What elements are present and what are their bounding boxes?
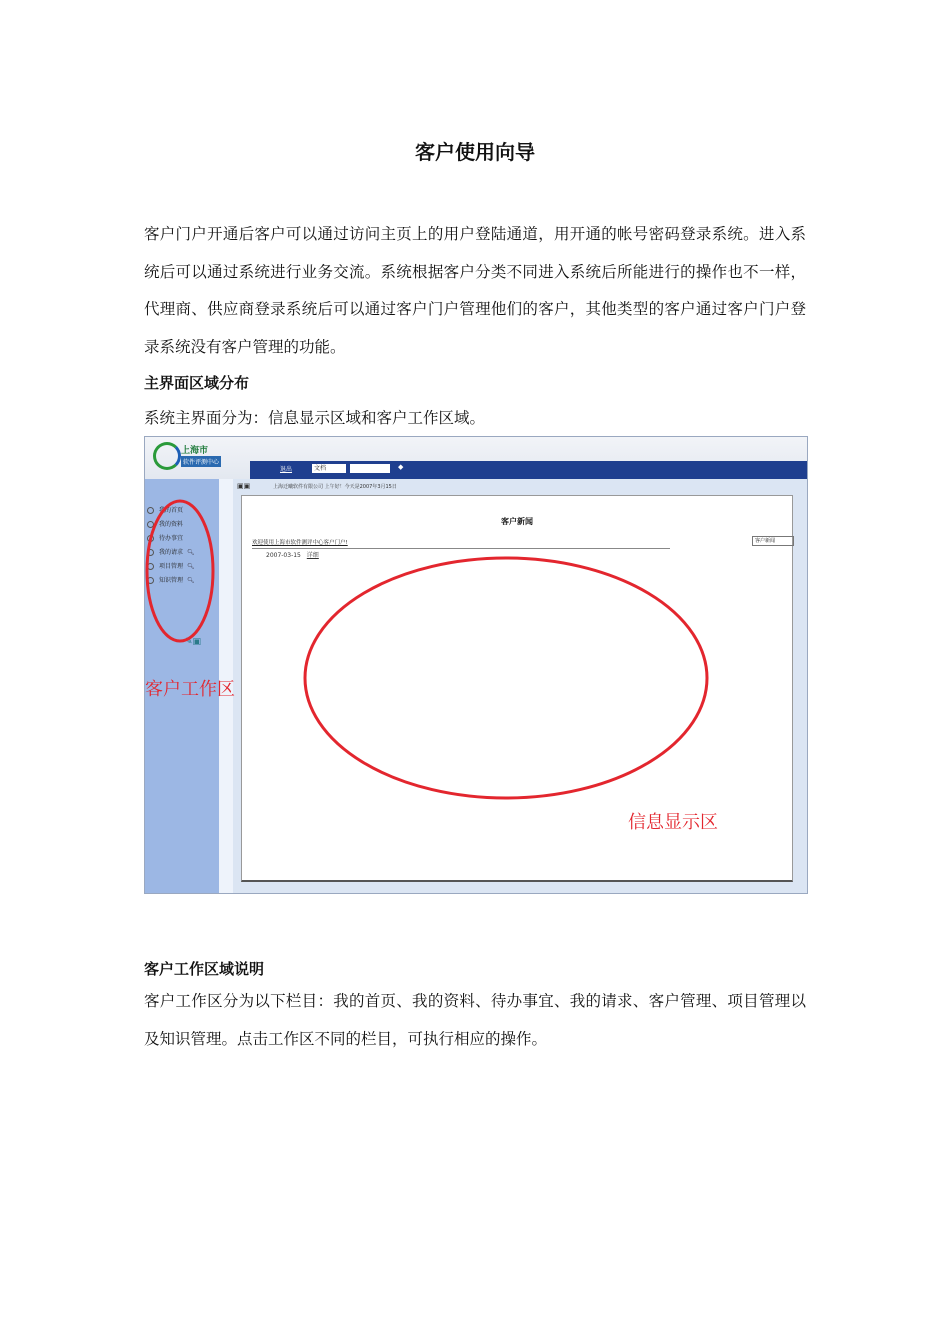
sidebar-item-label: 我的资料: [159, 521, 184, 528]
news-item-link[interactable]: 欢迎使用上海市软件测评中心客户门户!: [252, 540, 348, 546]
logout-link[interactable]: 退出: [280, 466, 293, 473]
info-area-label: 信息显示区: [628, 812, 718, 833]
greeting-line: 上海迁曦软件有限公司 上午好！今天是2007年3月15日: [273, 484, 397, 490]
document-select[interactable]: 文档: [312, 464, 346, 473]
search-icon[interactable]: 🔍︎: [187, 549, 195, 556]
logo-text-center: 软件评测中心: [181, 456, 221, 467]
go-icon[interactable]: ◆: [398, 463, 404, 471]
search-icon[interactable]: 🔍︎: [187, 577, 195, 584]
sidebar-item-label: 项目管理: [159, 563, 184, 570]
news-category-select[interactable]: 客户新闻: [752, 536, 794, 546]
page-title: 客户使用向导: [415, 140, 535, 164]
work-area-label: 客户工作区: [145, 679, 235, 700]
sidebar-item-label: 待办事宜: [159, 535, 184, 542]
sidebar-item-label: 知识管理: [159, 577, 184, 584]
section-text-layout: 系统主界面分为：信息显示区域和客户工作区域。: [144, 409, 486, 427]
news-more-link[interactable]: 详细: [306, 552, 319, 559]
info-area-ellipse: [305, 558, 707, 798]
news-title: 客户新闻: [501, 516, 533, 526]
search-icon[interactable]: 🔍︎: [187, 563, 195, 570]
work-area-ellipse: [147, 501, 213, 641]
logo-text-city: 上海市: [181, 446, 209, 456]
edit-icon[interactable]: ✎▣: [185, 637, 202, 647]
sidebar-item-label: 我的首页: [159, 507, 184, 514]
ui-screenshot-figure: [144, 436, 808, 894]
section-heading-layout: 主界面区域分布: [144, 374, 250, 392]
sidebar-item-label: 我的请求: [159, 549, 184, 556]
section-text-work-area: 客户工作区分为以下栏目：我的首页、我的资料、待办事宜、我的请求、客户管理、项目管理以及知识管理。点击工作区不同的栏目，可执行相应的操作。: [144, 992, 806, 1048]
intro-paragraph: 客户门户开通后客户可以通过访问主页上的用户登陆通道，用开通的帐号密码登录系统。进入系统后可以通过系统进行业务交流。系统根据客户分类不同进入系统后所能进行的操作也不一样，代理商、供应商登录系统后可以通过客户门户管理他们的客户，其他类型的客户通过客户门户登录系统没有客户管理的功能。: [144, 225, 806, 356]
toolbar-icons[interactable]: ▣▣: [237, 482, 251, 490]
section-heading-work-area: 客户工作区域说明: [144, 960, 265, 978]
news-date-text: 2007-03-15: [266, 552, 301, 559]
